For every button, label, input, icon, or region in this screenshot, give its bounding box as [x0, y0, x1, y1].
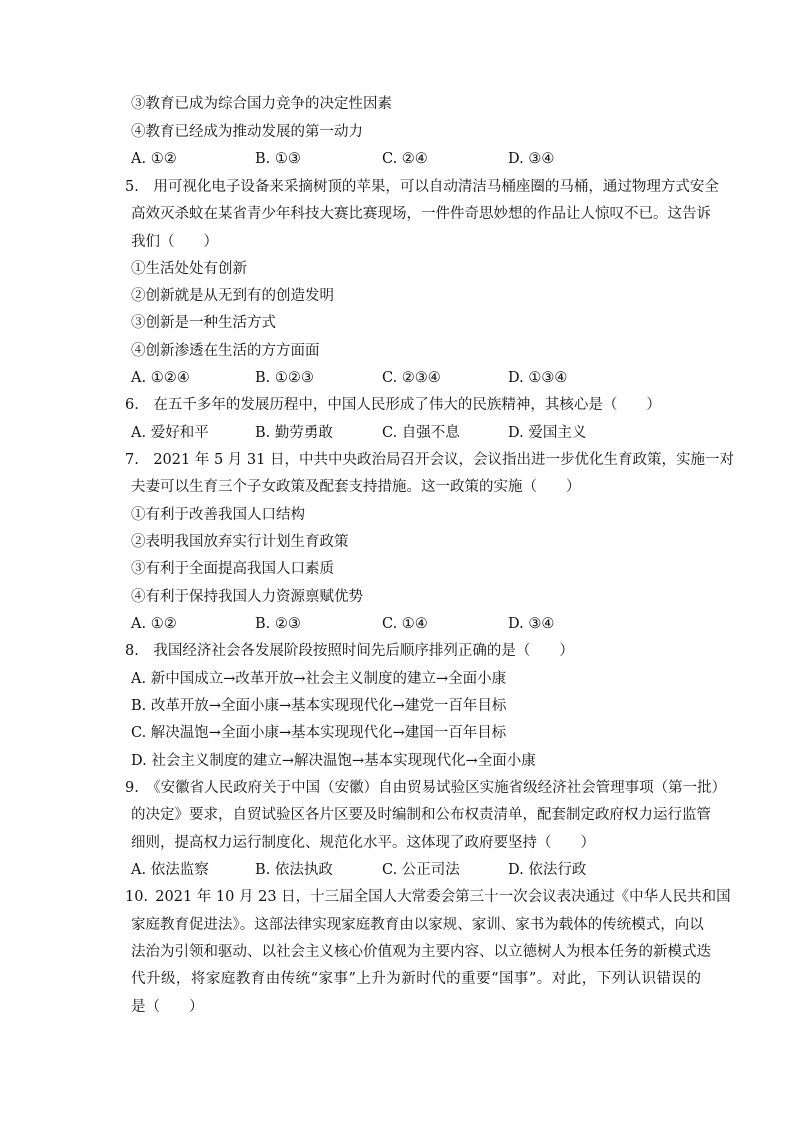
- q9-stem-line-3: 细则，提高权力运行制度化、规范化水平。这体现了政府要坚持（ ）: [131, 835, 595, 851]
- q9-stem-line-1: 9. 《安徽省人民政府关于中国（安徽）自由贸易试验区实施省级经济社会管理事项（第一批）: [125, 780, 727, 796]
- q8-choice-b: B. 改革开放→全面小康→基本实现现代化→建党一百年目标: [131, 698, 507, 714]
- q7-option-a: A. ①②: [131, 616, 177, 632]
- q4-option-c: C. ②④: [382, 151, 428, 167]
- q4-option-d: D. ③④: [508, 151, 555, 167]
- q8-choice-a: A. 新中国成立→改革开放→社会主义制度的建立→全面小康: [131, 671, 507, 687]
- q5-item-2: ②创新就是从无到有的创造发明: [131, 288, 334, 304]
- q5-option-c: C. ②③④: [382, 370, 441, 386]
- q5-options: [131, 368, 691, 388]
- q8-choice-c: C. 解决温饱→全面小康→基本实现现代化→建国一百年目标: [131, 725, 507, 741]
- q8-choice-d: D. 社会主义制度的建立→解决温饱→基本实现现代化→全面小康: [131, 753, 536, 769]
- q9-option-c: C. 公正司法: [382, 862, 460, 878]
- q9-stem-line-2: 的决定》要求，自贸试验区各片区要及时编制和公布权责清单，配套制定政府权力运行监管: [131, 807, 711, 823]
- q6-option-c: C. 自强不息: [382, 425, 460, 441]
- q7-item-3: ③有利于全面提高我国人口素质: [131, 561, 334, 577]
- q5-stem-line-1: 5. 用可视化电子设备来采摘树顶的苹果，可以自动清洁马桶座圈的马桶，通过物理方式安全: [125, 179, 719, 195]
- q6-option-a: A. 爱好和平: [131, 425, 209, 441]
- q4-options: [131, 149, 691, 169]
- q5-stem-line-2: 高效灭杀蚊在某省青少年科技大赛比赛现场，一件件奇思妙想的作品让人惊叹不已。这告诉: [131, 206, 711, 222]
- q9-option-d: D. 依法行政: [508, 862, 587, 878]
- q9-options: [131, 860, 691, 880]
- q5-option-d: D. ①③④: [508, 370, 568, 386]
- q6-option-b: B. 勤劳勇敢: [255, 425, 333, 441]
- q7-stem-line-2: 夫妻可以生育三个子女政策及配套支持措施。这一政策的实施（ ）: [131, 479, 581, 495]
- q5-option-a: A. ①②④: [131, 370, 190, 386]
- q7-item-1: ①有利于改善我国人口结构: [131, 507, 305, 523]
- q7-item-2: ②表明我国放弃实行计划生育政策: [131, 534, 349, 550]
- q5-item-1: ①生活处处有创新: [131, 261, 247, 277]
- q9-option-a: A. 依法监察: [131, 862, 209, 878]
- q10-stem-line-4: 代升级，将家庭教育由传统“家事”上升为新时代的重要“国事”。对此，下列认识错误的: [131, 971, 701, 987]
- q10-stem-line-1: 10. 2021 年 10 月 23 日，十三届全国人大常委会第三十一次会议表决通过《中华人民共和国: [125, 889, 731, 905]
- q4-item-3: ③教育已成为综合国力竞争的决定性因素: [131, 96, 392, 112]
- q6-options: [131, 423, 691, 443]
- q4-option-b: B. ①③: [255, 151, 301, 167]
- q8-stem: 8. 我国经济社会各发展阶段按照时间先后顺序排列正确的是（ ）: [125, 643, 574, 659]
- q6-option-d: D. 爱国主义: [508, 425, 587, 441]
- q9-option-b: B. 依法执政: [255, 862, 333, 878]
- q10-stem-line-5: 是（ ）: [131, 999, 204, 1015]
- q6-stem: 6. 在五千多年的发展历程中，中国人民形成了伟大的民族精神，其核心是（ ）: [125, 397, 661, 413]
- q7-option-d: D. ③④: [508, 616, 555, 632]
- q10-stem-line-3: 法治为引领和驱动、以社会主义核心价值观为主要内容、以立德树人为根本任务的新模式迭: [131, 944, 711, 960]
- q4-item-4: ④教育已经成为推动发展的第一动力: [131, 124, 363, 140]
- q7-stem-line-1: 7. 2021 年 5 月 31 日，中共中央政治局召开会议，会议指出进一步优化生育政策，实施一对: [125, 452, 734, 468]
- q5-option-b: B. ①②③: [255, 370, 314, 386]
- q5-stem-line-3: 我们（ ）: [131, 234, 218, 250]
- q7-option-b: B. ②③: [255, 616, 301, 632]
- q7-options: [131, 614, 691, 634]
- q7-option-c: C. ①④: [382, 616, 428, 632]
- q5-item-3: ③创新是一种生活方式: [131, 315, 276, 331]
- q5-item-4: ④创新渗透在生活的方方面面: [131, 343, 320, 359]
- q10-stem-line-2: 家庭教育促进法》。这部法律实现家庭教育由以家规、家训、家书为载体的传统模式，向以: [131, 917, 704, 933]
- q4-option-a: A. ①②: [131, 151, 177, 167]
- q7-item-4: ④有利于保持我国人力资源禀赋优势: [131, 589, 363, 605]
